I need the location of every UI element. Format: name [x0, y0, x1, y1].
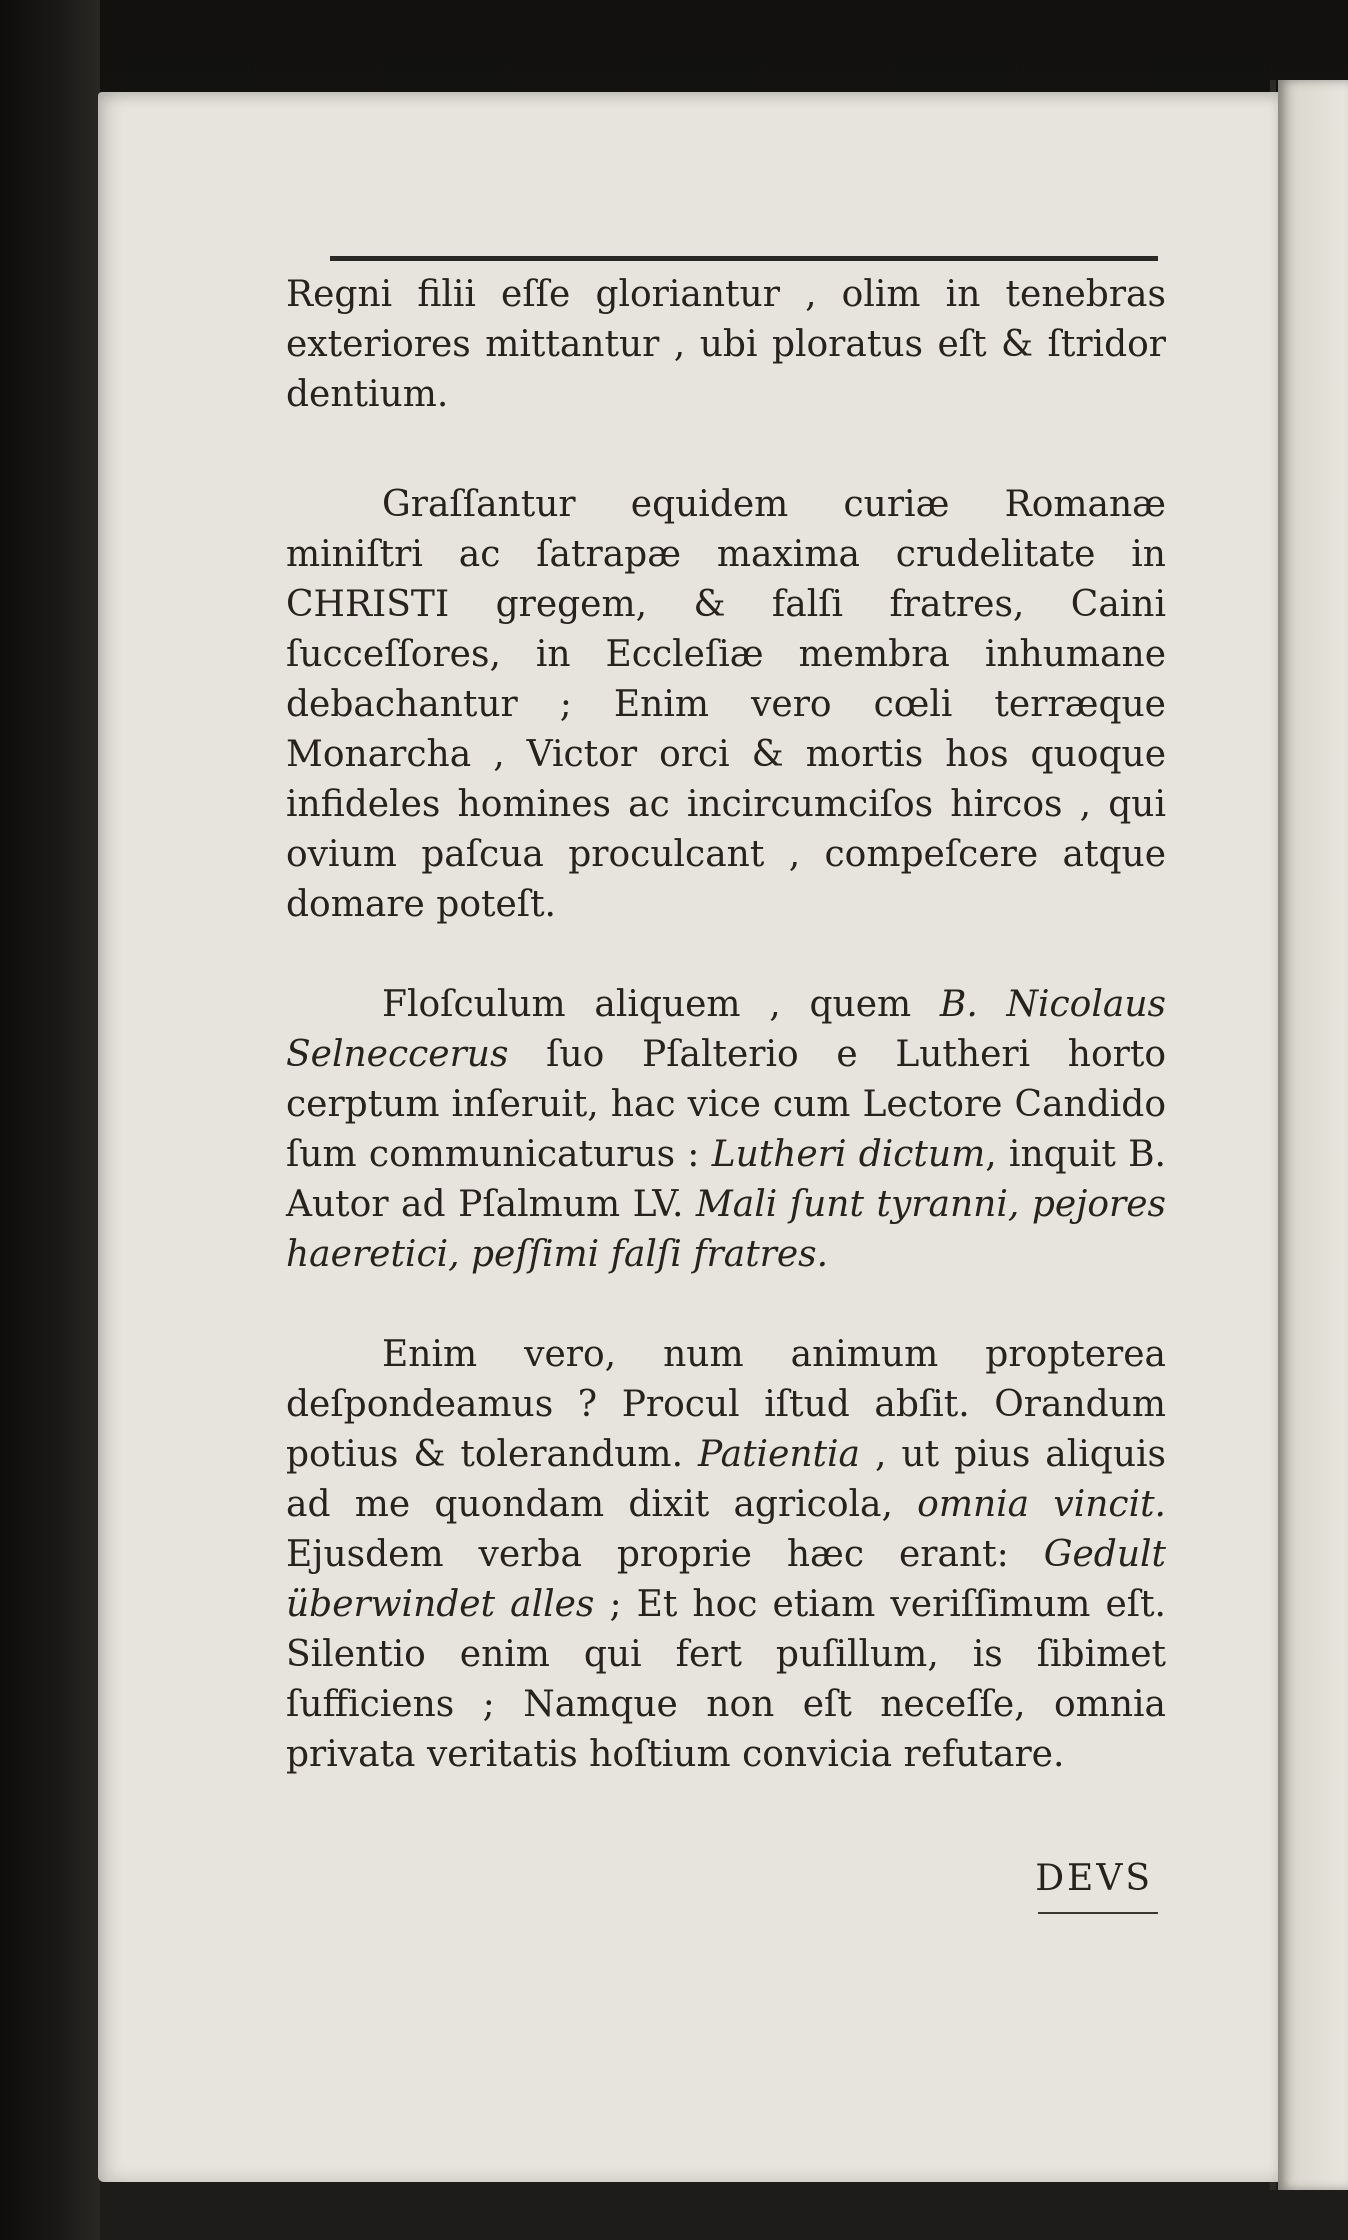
text-segment: ; Et hoc etiam veriſſimum eſt. Silentio enim qui fert puſillum, is ſibimet ſufficiens ; Namque non eſt neceſſe, omnia privata veritatis hoſtium convicia refutare.: [286, 1584, 1167, 1775]
catchword: DEVS: [1035, 1858, 1153, 1899]
body-text: [286, 270, 1166, 1780]
paragraph-3: [286, 980, 1166, 1280]
paragraph-1: [286, 270, 1166, 420]
catchword-rule: [1038, 1912, 1158, 1914]
italic-text: omnia vincit.: [917, 1484, 1166, 1525]
paragraph-2: [286, 480, 1166, 930]
italic-text: Lutheri dictum: [711, 1134, 986, 1175]
italic-text: Mali ſunt tyranni, pejores haeretici, peſſimi falſi fratres.: [286, 1184, 1166, 1275]
text-segment: , inquit B. Autor ad Pſalmum LV.: [286, 1134, 1166, 1225]
facing-page-edge: [1278, 80, 1348, 2190]
header-rule: [330, 256, 1158, 261]
text-segment: Floſculum aliquem , quem: [382, 984, 940, 1025]
italic-text: B. Nicolaus Selneccerus: [286, 984, 1166, 1075]
text-segment: Graſſantur equidem curiæ Romanæ miniſtri ac ſatrapæ maxima crudelitate in CHRISTI gregem, & falſi fratres, Caini ſucceſſores, in Eccleſiæ membra inhumane debachantur ; Enim vero cœli terræque Monarcha , Victor orci & mortis hos quoque infideles homines ac incircumciſos hircos , qui ovium paſcua proculcant , compeſcere atque domare poteſt.: [286, 484, 1166, 925]
text-segment: , ut pius aliquis ad me quondam dixit agricola,: [286, 1434, 1166, 1525]
text-segment: ſuo Pſalterio e Lutheri horto cerptum inſeruit, hac vice cum Lectore Candido ſum communicaturus :: [286, 1034, 1166, 1175]
italic-text: Patientia: [698, 1434, 860, 1475]
italic-text: Gedult überwindet alles: [286, 1534, 1166, 1625]
paragraph-4: [286, 1330, 1166, 1780]
text-segment: Regni filii eſſe gloriantur , olim in tenebras exteriores mittantur , ubi ploratus eſt & ſtridor dentium.: [286, 274, 1166, 415]
background-left: [0, 0, 100, 2240]
text-segment: Enim vero, num animum propterea deſpondeamus ? Procul iſtud abſit. Orandum potius & tolerandum.: [286, 1334, 1166, 1475]
text-segment: Ejusdem verba proprie hæc erant:: [286, 1534, 1044, 1575]
